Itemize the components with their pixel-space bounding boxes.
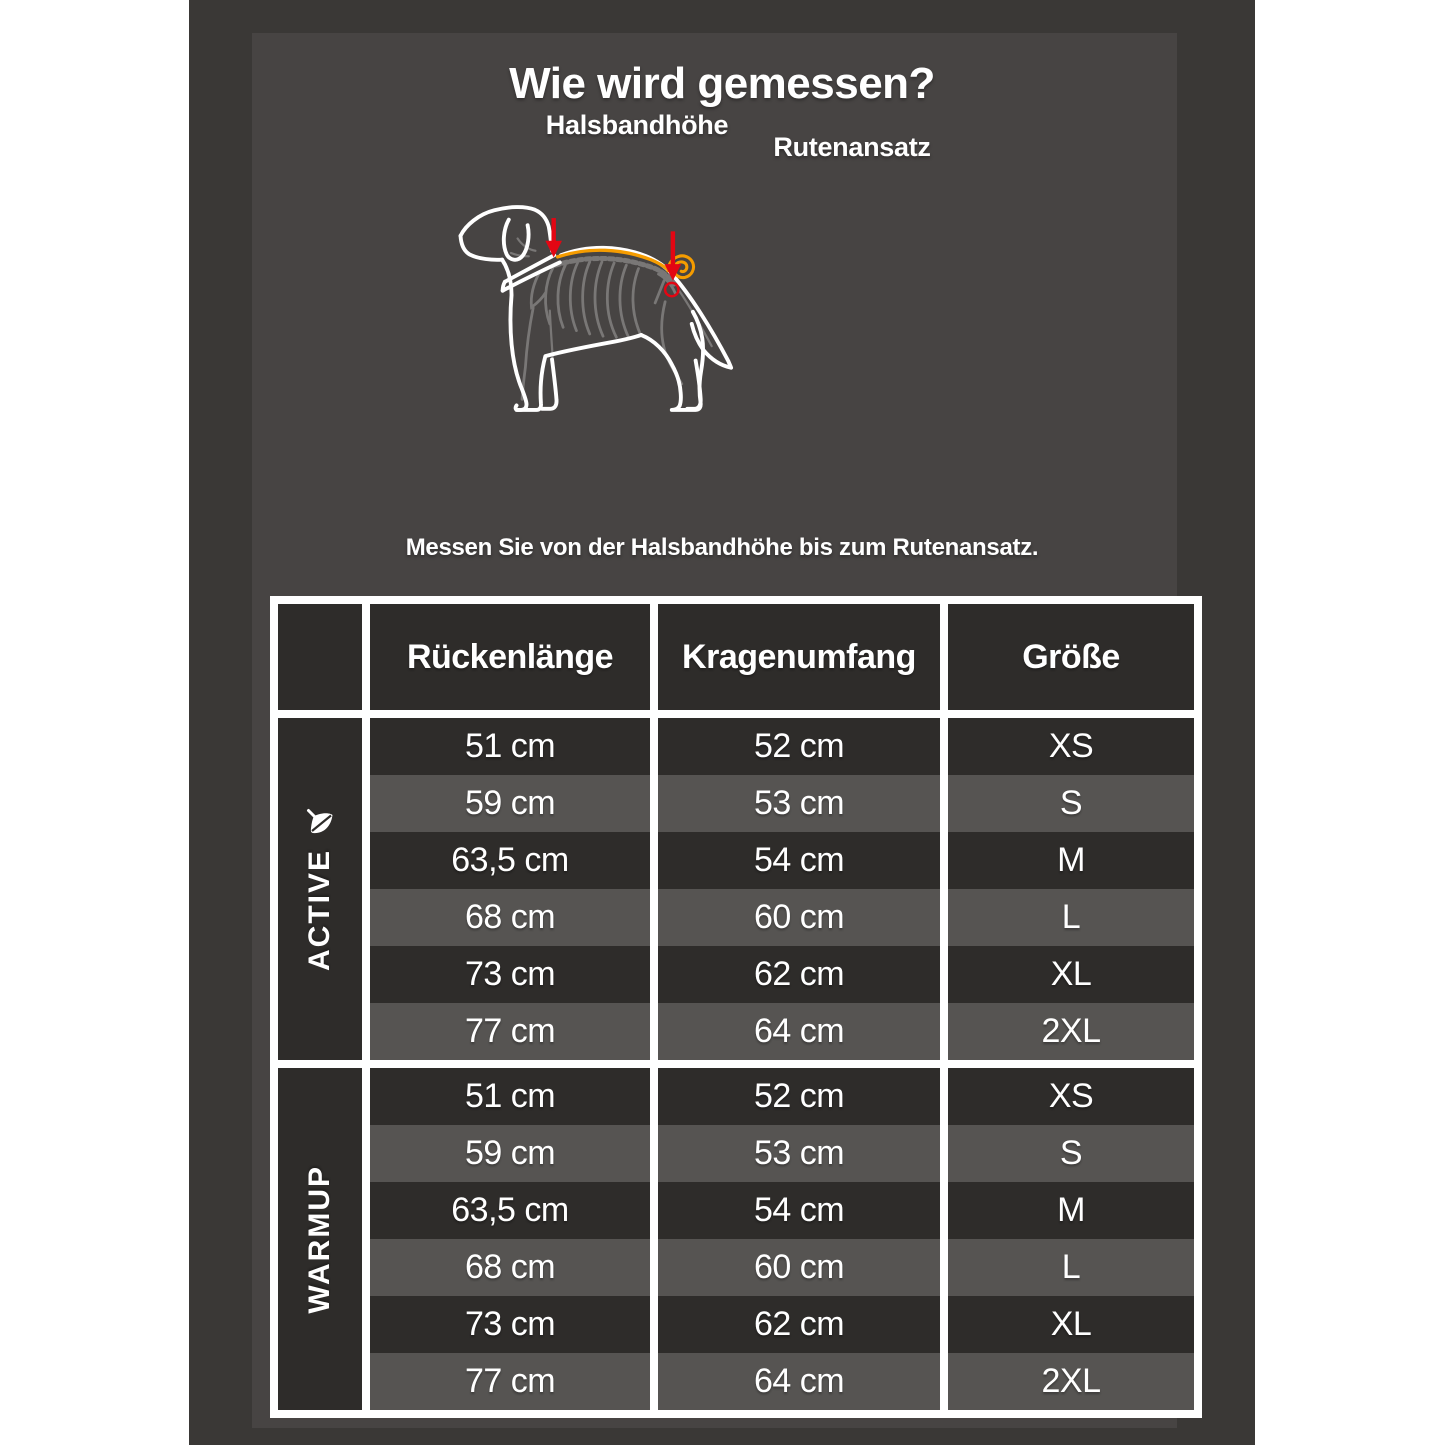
column-header-1: Kragenumfang <box>658 604 940 710</box>
size-cell: 63,5 cm <box>370 1182 650 1239</box>
size-cell: 68 cm <box>370 1239 650 1296</box>
size-cell: S <box>948 775 1194 832</box>
table-header-row <box>278 604 1194 710</box>
column-header-0: Rückenlänge <box>370 604 650 710</box>
size-cell: 73 cm <box>370 946 650 1003</box>
size-cell: 54 cm <box>658 1182 940 1239</box>
size-table <box>270 596 1202 1418</box>
size-cell: S <box>948 1125 1194 1182</box>
size-cell: 60 cm <box>658 1239 940 1296</box>
size-cell: M <box>948 1182 1194 1239</box>
measure-caption: Messen Sie von der Halsbandhöhe bis zum Rutenansatz. <box>405 534 1039 561</box>
size-cell: 52 cm <box>658 718 940 775</box>
size-cell: 59 cm <box>370 775 650 832</box>
size-cell: XS <box>948 718 1194 775</box>
section-active <box>278 718 1194 1060</box>
size-cell: 77 cm <box>370 1353 650 1410</box>
size-cell: XS <box>948 1068 1194 1125</box>
size-cell: 51 cm <box>370 1068 650 1125</box>
size-cell: 2XL <box>948 1353 1194 1410</box>
section-label-cell <box>278 718 362 1060</box>
size-cell: 59 cm <box>370 1125 650 1182</box>
size-cell: XL <box>948 1296 1194 1353</box>
size-cell: 62 cm <box>658 1296 940 1353</box>
leaf-icon <box>305 807 335 837</box>
size-cell: 64 cm <box>658 1353 940 1410</box>
size-cell: 2XL <box>948 1003 1194 1060</box>
size-cell: 52 cm <box>658 1068 940 1125</box>
size-cell: XL <box>948 946 1194 1003</box>
size-cell: M <box>948 832 1194 889</box>
size-cell: 68 cm <box>370 889 650 946</box>
page-title: Wie wird gemessen? <box>509 59 935 108</box>
section-label: WARMUP <box>303 1164 336 1314</box>
size-cell: 51 cm <box>370 718 650 775</box>
size-cell: 63,5 cm <box>370 832 650 889</box>
section-label-cell <box>278 1068 362 1410</box>
size-cell: 64 cm <box>658 1003 940 1060</box>
size-guide-poster <box>189 0 1255 1445</box>
size-cell: L <box>948 889 1194 946</box>
table-corner-cell <box>278 604 362 710</box>
size-cell: 62 cm <box>658 946 940 1003</box>
size-cell: 60 cm <box>658 889 940 946</box>
size-cell: 54 cm <box>658 832 940 889</box>
section-label: ACTIVE <box>303 848 336 971</box>
size-cell: 53 cm <box>658 1125 940 1182</box>
size-cell: L <box>948 1239 1194 1296</box>
collar-height-label: Halsbandhöhe <box>545 110 729 140</box>
size-cell: 77 cm <box>370 1003 650 1060</box>
section-warmup <box>278 1068 1194 1410</box>
dog-measurement-diagram <box>450 150 1010 560</box>
column-header-2: Größe <box>948 604 1194 710</box>
size-cell: 53 cm <box>658 775 940 832</box>
size-cell: 73 cm <box>370 1296 650 1353</box>
tail-base-label: Rutenansatz <box>773 132 931 162</box>
